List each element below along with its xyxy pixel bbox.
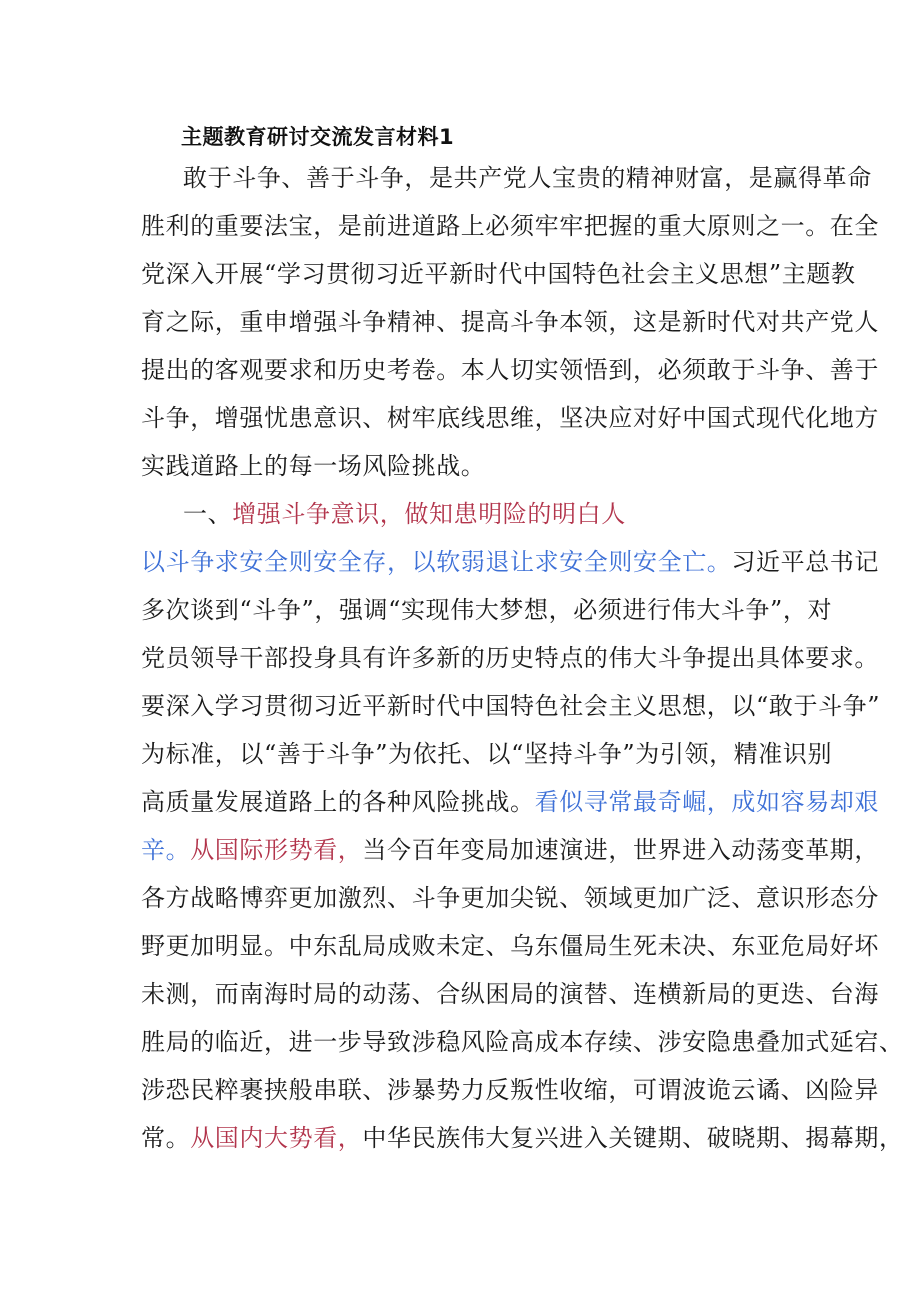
text-run: 多次谈到“斗争”，强调“实现伟大梦想，必须进行伟大斗争”，对 bbox=[141, 596, 833, 624]
paragraph-line bbox=[141, 346, 879, 394]
paragraph-line bbox=[141, 778, 880, 826]
paragraph-line bbox=[141, 1114, 904, 1162]
text-run: 习近平总书记 bbox=[731, 548, 880, 576]
text-run: 胜利的重要法宝，是前进道路上必须牢牢把握的重大原则之一。在全 bbox=[141, 212, 879, 240]
section-heading bbox=[141, 490, 781, 538]
text-run: 野更加明显。中东乱局成败未定、乌东僵局生死未决、东亚危局好坏 bbox=[141, 932, 879, 960]
paragraph-line bbox=[141, 586, 833, 634]
paragraph-line bbox=[141, 826, 880, 874]
paragraph-line bbox=[141, 922, 879, 970]
highlight-red-text: 从国内大势看， bbox=[190, 1124, 363, 1152]
text-run: 高质量发展道路上的各种风险挑战。 bbox=[141, 788, 535, 816]
text-run: 涉恐民粹裹挟般串联、涉暴势力反叛性收缩，可谓波诡云谲、凶险异 bbox=[141, 1076, 879, 1104]
text-run: 中华民族伟大复兴进入关键期、破晓期、揭幕期， bbox=[362, 1124, 904, 1152]
paragraph-line bbox=[141, 874, 879, 922]
paragraph-line bbox=[141, 682, 881, 730]
text-run: 育之际，重申增强斗争精神、提高斗争本领，这是新时代对共产党人 bbox=[141, 308, 879, 336]
text-run: 常。 bbox=[141, 1124, 191, 1152]
document-body bbox=[141, 154, 904, 1162]
paragraph-line bbox=[141, 634, 879, 682]
text-run: 提出的客观要求和历史考卷。本人切实领悟到，必须敢于斗争、善于 bbox=[141, 356, 879, 384]
section-number: 一、 bbox=[183, 500, 233, 528]
highlight-blue-text: 以斗争求安全则安全存，以软弱退让求安全则安全亡。 bbox=[141, 548, 732, 576]
text-run: 要深入学习贯彻习近平新时代中国特色社会主义思想，以“敢于斗争” bbox=[141, 692, 881, 720]
paragraph-line bbox=[141, 970, 879, 1018]
paragraph-line bbox=[141, 1018, 904, 1066]
text-run: 为标准，以“善于斗争”为依托、以“坚持斗争”为引领，精准识别 bbox=[141, 740, 833, 768]
highlight-blue-text: 辛。 bbox=[141, 836, 191, 864]
text-run: 党深入开展“学习贯彻习近平新时代中国特色社会主义思想”主题教 bbox=[141, 260, 856, 288]
highlight-blue-text: 看似寻常最奇崛，成如容易却艰 bbox=[534, 788, 880, 816]
paragraph-line bbox=[141, 730, 833, 778]
paragraph-line bbox=[141, 298, 879, 346]
text-run: 斗争，增强忧患意识、树牢底线思维，坚决应对好中国式现代化地方 bbox=[141, 404, 879, 432]
text-run: 当今百年变局加速演进，世界进入动荡变革期， bbox=[362, 836, 880, 864]
document-title: 主题教育研讨交流发言材料1 bbox=[181, 125, 455, 149]
text-run: 敢于斗争、善于斗争，是共产党人宝贵的精神财富，是赢得革命 bbox=[183, 164, 872, 192]
text-run: 各方战略博弈更加激烈、斗争更加尖锐、领域更加广泛、意识形态分 bbox=[141, 884, 879, 912]
paragraph-line bbox=[141, 1066, 879, 1114]
paragraph-line bbox=[141, 250, 856, 298]
text-run: 胜局的临近，进一步导致涉稳风险高成本存续、涉安隐患叠加式延宕、 bbox=[141, 1028, 904, 1056]
text-run: 未测，而南海时局的动荡、合纵困局的演替、连横新局的更迭、台海 bbox=[141, 980, 879, 1008]
paragraph-line bbox=[141, 202, 879, 250]
text-run: 实践道路上的每一场风险挑战。 bbox=[141, 452, 486, 480]
paragraph-line bbox=[141, 394, 879, 442]
paragraph-line bbox=[141, 442, 781, 490]
section-heading-text: 增强斗争意识，做知患明险的明白人 bbox=[232, 500, 626, 528]
paragraph-line bbox=[141, 154, 872, 202]
text-run: 党员领导干部投身具有许多新的历史特点的伟大斗争提出具体要求。 bbox=[141, 644, 879, 672]
paragraph-line bbox=[141, 538, 880, 586]
highlight-red-text: 从国际形势看， bbox=[190, 836, 363, 864]
